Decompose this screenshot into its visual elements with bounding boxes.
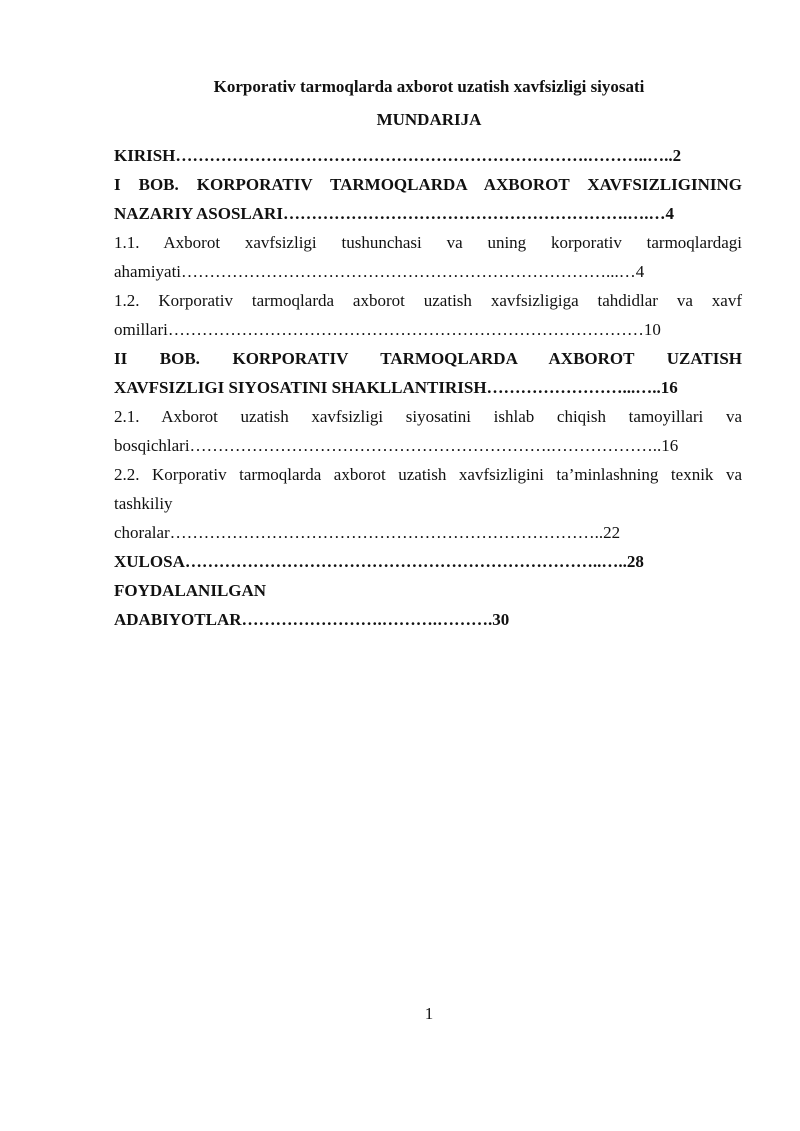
toc-entry-section-2-1: 2.1. Axborot uzatish xavfsizligi siyosatini ishlab chiqish tamoyillari va — [114, 407, 742, 426]
toc-entry-xulosa: XULOSA………………………………………………………………..…..28 — [114, 552, 644, 571]
toc-entry-chapter-2-title-cont: XAVFSIZLIGI SIYOSATINI SHAKLLANTIRISH……………………...…..16 — [114, 378, 678, 397]
page-number: 1 — [424, 1004, 434, 1023]
toc-entry-chapter-2-title: II BOB. KORPORATIV TARMOQLARDA AXBOROT UZATISH — [114, 349, 742, 368]
toc-entry-section-2-2-cont: tashkiliy — [114, 494, 173, 513]
toc-heading: MUNDARIJA — [376, 110, 482, 129]
toc-entry-section-2-1-cont: bosqichlari……………………………………………………….………………..16 — [114, 436, 679, 455]
toc-entry-section-2-2: 2.2. Korporativ tarmoqlarda axborot uzatish xavfsizligini ta’minlashning texnik va — [114, 465, 742, 484]
toc-entry-section-1-2: 1.2. Korporativ tarmoqlarda axborot uzatish xavfsizligiga tahdidlar va xavf — [114, 291, 742, 310]
document-title: Korporativ tarmoqlarda axborot uzatish xavfsizligi siyosati — [213, 77, 645, 96]
toc-entry-section-2-2-cont-2: choralar…………………………………………………………………..22 — [114, 523, 621, 542]
table-of-contents — [114, 141, 742, 634]
toc-entry-references: FOYDALANILGAN — [114, 581, 267, 600]
toc-entry-section-1-2-cont: omillari…………………………………………………………………………10 — [114, 320, 661, 339]
toc-entry-references-cont: ADABIYOTLAR…………………….……….……….30 — [114, 610, 510, 629]
toc-entry-section-1-1: 1.1. Axborot xavfsizligi tushunchasi va uning korporativ tarmoqlardagi — [114, 233, 742, 252]
toc-entry-kirish: KIRISH……………………………………………………………….………..…..2 — [114, 146, 682, 165]
toc-entry-chapter-1-title: I BOB. KORPORATIV TARMOQLARDA AXBOROT XAVFSIZLIGINING — [114, 175, 742, 194]
toc-entry-chapter-1-title-cont: NAZARIY ASOSLARI…………………………………………………….….…4 — [114, 204, 674, 223]
toc-entry-section-1-1-cont: ahamiyati…………………………………………………………………...…4 — [114, 262, 645, 281]
